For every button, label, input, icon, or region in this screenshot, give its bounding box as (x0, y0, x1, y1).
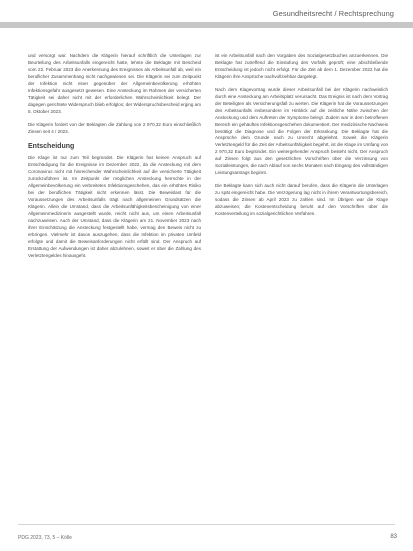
page-footer (0, 524, 413, 551)
left-paragraph-3: Die Klage ist nur zum Teil begründet. Die Klägerin hat keinen Anspruch auf Entschädigung für die Ereignisse im Dezember 2022, da die Ansteckung mit dem Coronavirus nicht mit hinreichender Wahrscheinlichkeit auf die versicherte Tätigkeit zurückzuführen ist. Im Zeitpunkt der möglichen Ansteckung herrschte in der Allgemeinbevölkerung ein verbreitetes Infektionsgeschehen, das ein erhöhtes Risiko bei der beruflichen Tätigkeit nicht erkennen lässt. Die Beweislast für die Voraussetzungen des Arbeitsunfalls trägt nach allgemeinen Grundsätzen die Klägerin. Allein die Umstand, dass die Arbeitsunfähigkeitsbescheinigung von einer Allgemeinmedizinerin ausgestellt wurde, reicht nicht aus, um einen Arbeitsunfall nachzuweisen. Auch der Umstand, dass die Klägerin am 21. November 2023 nach ihrer Einschätzung die Ansteckung festgestellt habe, vermag den Beweis nicht zu erbringen. Vielmehr ist davon auszugehen, dass die Infektion im privaten Umfeld erfolgte und damit die Beweisanforderungen nicht erfüllt sind. Der Anspruch auf Erstattung der Aufwendungen ist daher abzulehnen, soweit er über die Zahlung des Verletztengeldes hinausgeht. (28, 155, 201, 258)
left-paragraph-2: Die Klägerin fordert von der Beklagten die Zahlung von 2 970,32 Euro einschließlich Zinsen seit 4 / 2023. (28, 121, 201, 134)
section-heading: Entscheidung (28, 143, 75, 151)
right-paragraph-2: Nach dem Klagevortrag wurde dieser Arbeitsunfall bei der Klägerin nachweislich durch eine Ansteckung am Arbeitsplatz verursacht. Das Ereignis ist nach dem Vortrag der Beteiligten als Versicherungsfall zu werten. Die Klägerin hat die Voraussetzungen des Arbeitsunfalls insbesondere im Hinblick auf die zeitliche Nähe zwischen der Ansteckung und dem Auftreten der Symptome belegt. Zudem war in dem betroffenen Bereich ein gehäuftes Infektionsgeschehen dokumentiert. Der medizinische Nachweis bestätigt die Diagnose und die Folgen der Erkrankung. Die Beklagte hat die Ansprüche dem Grunde nach zu Unrecht abgelehnt. Soweit die Klägerin Verletztengeld für die Zeit der Arbeitsunfähigkeit begehrt, ist die Klage im Umfang von 2 970,32 Euro begründet. Ein weitergehender Anspruch besteht nicht. Der Anspruch auf Zinsen folgt aus den gesetzlichen Vorschriften über die Verzinsung von Sozialleistungen, die nach Ablauf von sechs Monaten nach Eingang des vollständigen Leistungsantrags beginnt. (215, 86, 388, 176)
right-paragraph-1: ist ein Arbeitsunfall nach den Vorgaben des Sozialgesetzbuches anzuerkennen. Die Beklagte hat zutreffend die Einstufung des Vorfalls geprüft; eine abschließende Entscheidung ist jedoch nicht erfolgt. Für die Zeit ab dem 1. Dezember 2022 hat die Klägerin ihre Ansprüche nachvollziehbar dargelegt. (215, 53, 388, 79)
page-number: 83 (390, 534, 397, 540)
journal-citation: PDG 2023, 73, 5 – Kölle (18, 535, 72, 541)
left-column (28, 53, 201, 260)
right-column (215, 53, 388, 218)
right-paragraph-3: Die Beklagte kann sich auch nicht darauf berufen, dass die Klägerin die Unterlagen zu spät eingereicht habe. Die Verzögerung lag nicht in ihrem Verantwortungsbereich, sodass die Zinsen ab April 2023 zu zahlen sind. Im Übrigen war die Klage abzuweisen; die Kostenentscheidung beruht auf den Vorschriften über die Kostenverteilung im sozialgerichtlichen Verfahren. (215, 183, 388, 217)
header-bar (0, 22, 413, 28)
footer-divider (18, 524, 395, 525)
left-paragraph-1: und versorgt war. Nachdem die Klägerin hierauf schriftlich die Unterlagen zur Beurteilung des Arbeitsunfalls eingereicht hatte, lehnte die Beklagte mit Bescheid vom 22. Februar 2023 die Anerkennung des Ereignisses als Arbeitsunfall ab, weil ein beruflicher Zusammenhang nicht nachgewiesen sei. Die Klägerin sei zum Zeitpunkt der Infektion nicht einer gegenüber der Allgemeinbevölkerung erhöhten Infektionsgefahr ausgesetzt gewesen. Eine Ansteckung im Rahmen der versicherten Tätigkeit sei daher nicht mit der erforderlichen Wahrscheinlichkeit belegt. Der dagegen gerichtete Widerspruch blieb erfolglos; der Widerspruchsbescheid erging am 5. Oktober 2023. (28, 53, 201, 114)
section-title: Gesundheitsrecht / Rechtsprechung (272, 9, 394, 18)
page-header (0, 0, 413, 26)
